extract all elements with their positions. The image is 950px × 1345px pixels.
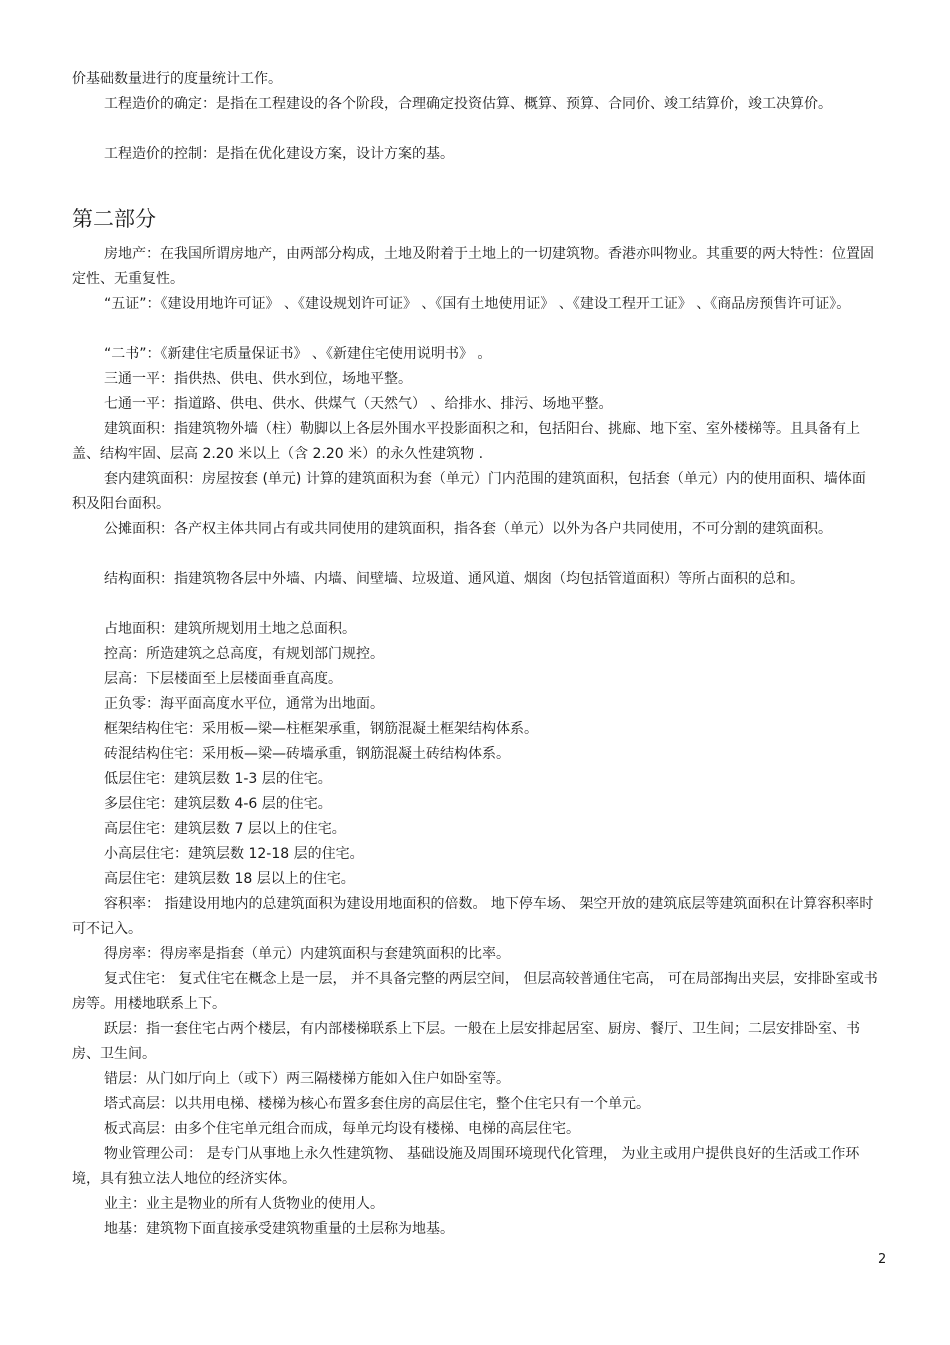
- paragraph-cost-basis-end: 价基础数量进行的度量统计工作。: [72, 71, 282, 87]
- paragraph-high-rise-7: 高层住宅：建筑层数 7 层以上的住宅。: [104, 821, 346, 837]
- paragraph-cost-determination: 工程造价的确定：是指在工程建设的各个阶段，合理确定投资估算、概算、预算、合同价、竣工结算价，竣工决算价。: [104, 96, 832, 112]
- paragraph-frame-structure: 框架结构住宅：采用板—梁—柱框架承重，钢筋混凝土框架结构体系。: [104, 721, 538, 737]
- paragraph-building-area: 建筑面积：指建筑物外墙（柱）勒脚以上各层外围水平投影面积之和，包括阳台、挑廊、地下室、室外楼梯等。且具备有上盖、结构牢固、层高 2.20 米以上（含 2.20 米）的永久性建筑物 .: [72, 421, 860, 462]
- paragraph-real-estate: 房地产：在我国所谓房地产，由两部分构成，土地及附着于土地上的一切建筑物。香港亦叫物业。其重要的两大特性：位置固定性、无重复性。: [72, 246, 874, 287]
- paragraph-mid-high-rise: 小高层住宅：建筑层数 12-18 层的住宅。: [104, 846, 364, 862]
- paragraph-structural-area: 结构面积：指建筑物各层中外墙、内墙、间壁墙、垃圾道、通风道、烟囱（均包括管道面积）等所占面积的总和。: [104, 571, 804, 587]
- paragraph-five-certificates: “五证”：《建设用地许可证》 、《建设规划许可证》 、《国有土地使用证》 、《建设工程开工证》 、《商品房预售许可证》。: [104, 296, 851, 312]
- paragraph-brick-structure: 砖混结构住宅：采用板—梁—砖墙承重，钢筋混凝土砖结构体系。: [104, 746, 510, 762]
- paragraph-duplex: 复式住宅： 复式住宅在概念上是一层， 并不具备完整的两层空间， 但层高较普通住宅高， 可在局部掏出夹层，安排卧室或书房等。用楼地联系上下。: [72, 971, 878, 1012]
- paragraph-low-rise: 低层住宅：建筑层数 1-3 层的住宅。: [104, 771, 332, 787]
- paragraph-land-area: 占地面积：建筑所规划用土地之总面积。: [104, 621, 356, 637]
- section-heading: 第二部分: [72, 207, 156, 231]
- paragraph-two-documents: “二书”：《新建住宅质量保证书》 、《新建住宅使用说明书》 。: [104, 346, 492, 362]
- paragraph-high-rise-18: 高层住宅：建筑层数 18 层以上的住宅。: [104, 871, 355, 887]
- paragraph-height-control: 控高：所造建筑之总高度，有规划部门规控。: [104, 646, 384, 662]
- paragraph-tower-high-rise: 塔式高层：以共用电梯、楼梯为核心布置多套住房的高层住宅，整个住宅只有一个单元。: [104, 1096, 650, 1112]
- paragraph-multi-storey: 多层住宅：建筑层数 4-6 层的住宅。: [104, 796, 332, 812]
- paragraph-floor-height: 层高：下层楼面至上层楼面垂直高度。: [104, 671, 342, 687]
- page-number: 2: [878, 1252, 887, 1267]
- paragraph-usable-ratio: 得房率：得房率是指套（单元）内建筑面积与套建筑面积的比率。: [104, 946, 510, 962]
- paragraph-plot-ratio: 容积率： 指建设用地内的总建筑面积为建设用地面积的倍数。 地下停车场、 架空开放的建筑底层等建筑面积在计算容积率时可不记入。: [72, 896, 874, 937]
- paragraph-staggered-floor: 错层：从门如厅向上（或下）两三隔楼梯方能如入住户如卧室等。: [104, 1071, 510, 1087]
- paragraph-three-connections: 三通一平：指供热、供电、供水到位，场地平整。: [104, 371, 412, 387]
- paragraph-slab-high-rise: 板式高层：由多个住宅单元组合而成，每单元均设有楼梯、电梯的高层住宅。: [104, 1121, 580, 1137]
- paragraph-cost-control: 工程造价的控制：是指在优化建设方案，设计方案的基。: [104, 146, 454, 162]
- paragraph-property-management: 物业管理公司： 是专门从事地上永久性建筑物、 基础设施及周围环境现代化管理， 为业主或用户提供良好的生活或工作环境，具有独立法人地位的经济实体。: [72, 1146, 860, 1187]
- paragraph-split-level: 跃层：指一套住宅占两个楼层，有内部楼梯联系上下层。一般在上层安排起居室、厨房、餐厅、卫生间；二层安排卧室、书房、卫生间。: [72, 1021, 860, 1062]
- paragraph-zero-level: 正负零：海平面高度水平位，通常为出地面。: [104, 696, 384, 712]
- paragraph-unit-area: 套内建筑面积：房屋按套 (单元) 计算的建筑面积为套（单元）门内范围的建筑面积，包括套（单元）内的使用面积、墙体面积及阳台面积。: [72, 471, 866, 512]
- paragraph-owner: 业主：业主是物业的所有人货物业的使用人。: [104, 1196, 384, 1212]
- paragraph-shared-area: 公摊面积：各产权主体共同占有或共同使用的建筑面积，指各套（单元）以外为各户共同使用，不可分割的建筑面积。: [104, 521, 832, 537]
- paragraph-foundation: 地基：建筑物下面直接承受建筑物重量的土层称为地基。: [104, 1221, 454, 1237]
- paragraph-seven-connections: 七通一平：指道路、供电、供水、供煤气（天然气） 、给排水、排污、场地平整。: [104, 396, 613, 412]
